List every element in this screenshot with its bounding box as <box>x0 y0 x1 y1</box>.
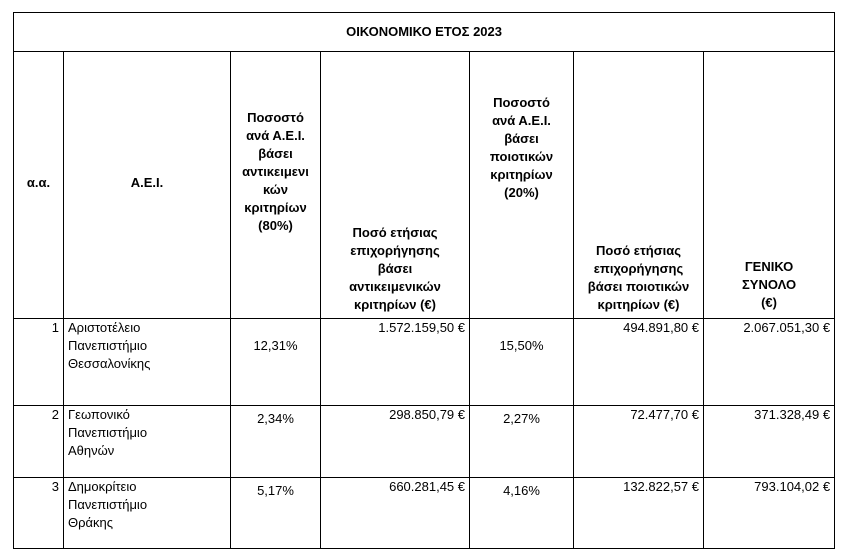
name-line: Θράκης <box>68 515 114 530</box>
header-line: Ποσοστό <box>493 95 550 110</box>
header-aa: α.α. <box>14 52 64 319</box>
header-line: κριτηρίων (€) <box>353 297 436 312</box>
pct-objective: 12,31% <box>231 319 321 406</box>
header-line: κριτηρίων <box>244 200 307 215</box>
header-amount-qualitative <box>574 52 704 319</box>
pct-objective: 5,17% <box>231 478 321 549</box>
amount-objective: 298.850,79 € <box>321 406 470 478</box>
header-line: κών <box>262 182 289 197</box>
name-line: Δημοκρίτειο <box>68 479 137 494</box>
header-line: ποιοτικών <box>489 149 554 164</box>
name-line: Γεωπονικό <box>68 407 130 422</box>
row-number: 1 <box>14 319 64 406</box>
header-pct-objective <box>231 52 321 319</box>
header-line: βάσει ποιοτικών <box>587 279 690 294</box>
row-number: 2 <box>14 406 64 478</box>
header-amount-objective <box>321 52 470 319</box>
university-name <box>64 478 231 549</box>
table-title: ΟΙΚΟΝΟΜΙΚΟ ΕΤΟΣ 2023 <box>14 13 835 52</box>
total-amount: 371.328,49 € <box>704 406 835 478</box>
amount-qualitative: 132.822,57 € <box>574 478 704 549</box>
pct-qualitative: 2,27% <box>470 406 574 478</box>
name-line: Αριστοτέλειο <box>68 320 141 335</box>
header-line: κριτηρίων <box>490 167 553 182</box>
row-number: 3 <box>14 478 64 549</box>
name-line: Πανεπιστήμιο <box>68 425 148 440</box>
header-line: ανά Α.Ε.Ι. <box>246 128 305 143</box>
table-row <box>14 406 835 478</box>
header-aei: Α.Ε.Ι. <box>64 52 231 319</box>
total-amount: 793.104,02 € <box>704 478 835 549</box>
amount-qualitative: 494.891,80 € <box>574 319 704 406</box>
university-name <box>64 406 231 478</box>
amount-objective: 1.572.159,50 € <box>321 319 470 406</box>
header-line: (€) <box>761 295 777 310</box>
header-row <box>14 52 835 319</box>
name-line: Πανεπιστήμιο <box>68 497 148 512</box>
name-line: Πανεπιστήμιο <box>68 338 148 353</box>
pct-qualitative: 15,50% <box>470 319 574 406</box>
header-line: βάσει <box>504 131 539 146</box>
table-row <box>14 319 835 406</box>
pct-objective: 2,34% <box>231 406 321 478</box>
header-line: Ποσό ετήσιας <box>352 225 438 240</box>
header-line: Ποσό ετήσιας <box>596 243 681 258</box>
header-line: αντικειμενι <box>242 164 309 179</box>
header-line: Ποσοστό <box>247 110 304 125</box>
total-amount: 2.067.051,30 € <box>704 319 835 406</box>
header-line: βάσει <box>377 261 413 276</box>
pct-qualitative: 4,16% <box>470 478 574 549</box>
header-line: κριτηρίων (€) <box>597 297 680 312</box>
header-line: (20%) <box>504 185 539 200</box>
amount-objective: 660.281,45 € <box>321 478 470 549</box>
header-line: ΣΥΝΟΛΟ <box>742 277 797 292</box>
header-total <box>704 52 835 319</box>
table-row <box>14 478 835 549</box>
header-line: επιχορήγησης <box>593 261 684 276</box>
header-line: ανά Α.Ε.Ι. <box>492 113 551 128</box>
amount-qualitative: 72.477,70 € <box>574 406 704 478</box>
university-name <box>64 319 231 406</box>
header-line: βάσει <box>258 146 293 161</box>
header-line: αντικειμενικών <box>349 279 441 294</box>
name-line: Αθηνών <box>68 443 115 458</box>
budget-table <box>13 12 835 549</box>
title-row <box>14 13 835 52</box>
name-line: Θεσσαλονίκης <box>68 356 151 371</box>
header-line: (80%) <box>258 218 293 233</box>
header-line: επιχορήγησης <box>350 243 440 258</box>
header-pct-qualitative <box>470 52 574 319</box>
header-line: ΓΕΝΙΚΟ <box>744 259 794 274</box>
